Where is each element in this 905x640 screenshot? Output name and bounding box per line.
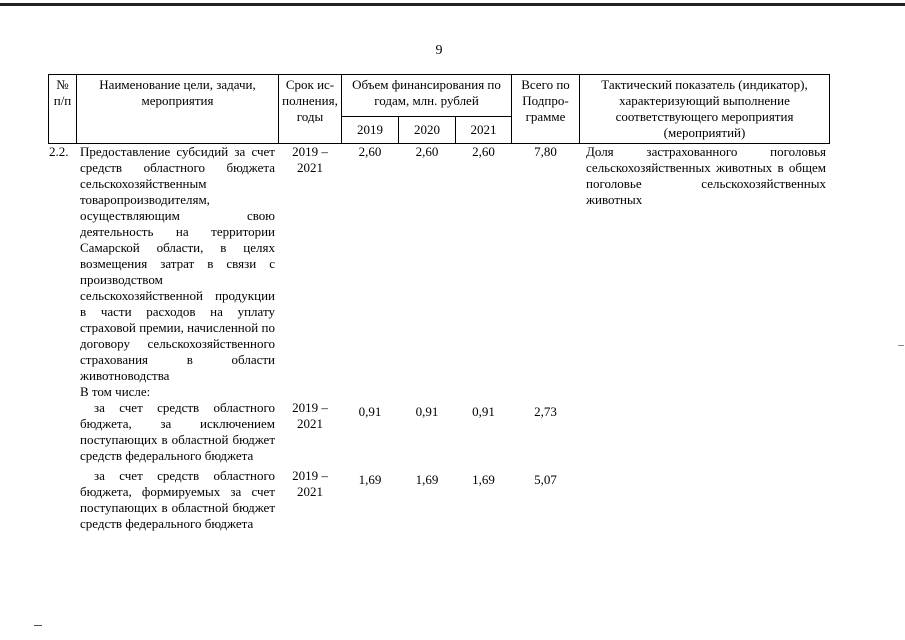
financing-table bbox=[48, 74, 830, 532]
header-indicator: Тактический показатель (индикатор), характеризующий выполнение соответствующего мероприятия (мероприятий) bbox=[580, 75, 830, 144]
scan-mark bbox=[34, 625, 42, 626]
scan-mark bbox=[898, 345, 904, 346]
table-row bbox=[49, 468, 830, 532]
row-value-2021: 2,60 bbox=[472, 144, 495, 159]
header-total: Всего по Подпро-грамме bbox=[512, 75, 580, 144]
including-label: В том числе: bbox=[80, 384, 151, 399]
top-border-line bbox=[0, 3, 905, 6]
subrow-name: за счет средств областного бюджета, формируемых за счет поступающих в областной бюджет средств федерального бюджета bbox=[80, 468, 275, 531]
header-num: № п/п bbox=[49, 75, 77, 144]
header-year-2021: 2021 bbox=[456, 117, 512, 144]
subrow-value-2021: 0,91 bbox=[472, 404, 495, 419]
header-name: Наименование цели, задачи, мероприятия bbox=[77, 75, 279, 144]
header-funding: Объем финансирования по годам, млн. рублей bbox=[342, 75, 512, 117]
subrow-name: за счет средств областного бюджета, за исключением поступающих в областной бюджет средств федерального бюджета bbox=[80, 400, 275, 463]
subrow-value-2020: 1,69 bbox=[415, 472, 439, 487]
row-value-2019: 2,60 bbox=[358, 144, 382, 159]
header-year-2020: 2020 bbox=[399, 117, 456, 144]
row-indicator: Доля застрахованного поголовья сельскохозяйственных животных в общем поголовье сельскохозяйственных животных bbox=[586, 144, 826, 207]
table-row bbox=[49, 144, 830, 385]
header-term: Срок ис-полнения, годы bbox=[279, 75, 342, 144]
subrow-total: 2,73 bbox=[534, 404, 557, 419]
row-num: 2.2. bbox=[49, 144, 69, 159]
header-year-2019: 2019 bbox=[342, 117, 399, 144]
subrow-total: 5,07 bbox=[534, 472, 557, 487]
including-row bbox=[49, 384, 830, 400]
page-number: 9 bbox=[435, 43, 443, 58]
subrow-term: 2019 – 2021 bbox=[292, 468, 328, 499]
subrow-term: 2019 – 2021 bbox=[292, 400, 328, 431]
subrow-value-2020: 0,91 bbox=[415, 404, 439, 419]
subrow-value-2019: 1,69 bbox=[358, 472, 382, 487]
row-total: 7,80 bbox=[534, 144, 557, 159]
subrow-value-2019: 0,91 bbox=[358, 404, 382, 419]
table-row bbox=[49, 400, 830, 464]
row-name: Предоставление субсидий за счет средств областного бюджета сельскохозяйственным товаропроизводителям, осуществляющим свою деятельность на территории Самарской области, в целях возмещения затрат в связи с производством сельскохозяйственной продукции в части расходов на уплату страховой премии, начисленной по договору сельскохозяйственного страхования в области животноводства bbox=[80, 144, 275, 383]
subrow-value-2021: 1,69 bbox=[472, 472, 495, 487]
row-value-2020: 2,60 bbox=[415, 144, 439, 159]
row-term: 2019 – 2021 bbox=[292, 144, 328, 175]
